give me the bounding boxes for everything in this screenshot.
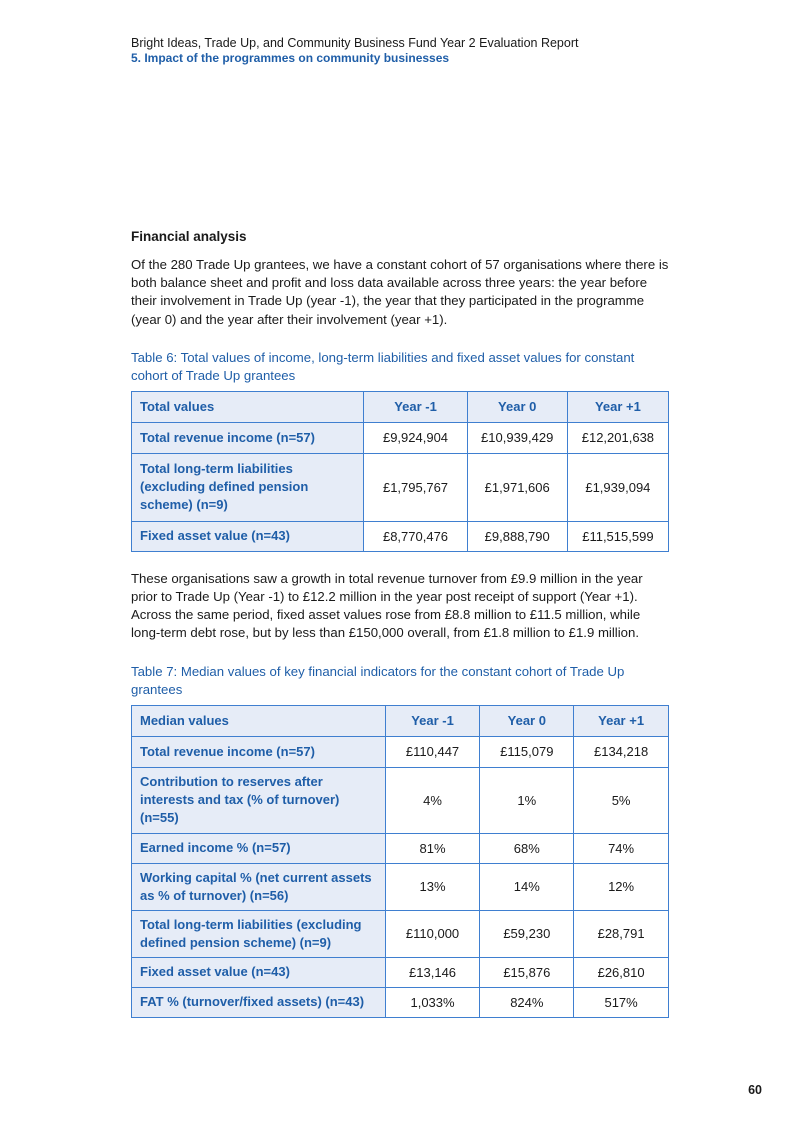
table-cell: £59,230 xyxy=(480,910,574,957)
section-heading: Financial analysis xyxy=(131,229,247,244)
table-row xyxy=(132,767,669,833)
table-header-row xyxy=(132,705,669,736)
row-label: Total revenue income (n=57) xyxy=(132,422,364,453)
column-header: Year -1 xyxy=(385,705,480,736)
table-cell: £11,515,599 xyxy=(567,521,668,551)
table-row xyxy=(132,987,669,1017)
table-cell: 74% xyxy=(574,833,669,863)
table-cell: £15,876 xyxy=(480,957,574,987)
column-header: Median values xyxy=(132,705,386,736)
report-title: Bright Ideas, Trade Up, and Community Business Fund Year 2 Evaluation Report xyxy=(131,36,579,50)
table-cell: £28,791 xyxy=(574,910,669,957)
table-cell: £9,924,904 xyxy=(364,422,467,453)
column-header: Year 0 xyxy=(467,391,567,422)
row-label: Contribution to reserves after interests and tax (% of turnover) (n=55) xyxy=(132,767,386,833)
page-number: 60 xyxy=(748,1083,762,1097)
analysis-paragraph: These organisations saw a growth in total revenue turnover from £9.9 million in the year prior to Trade Up (Year -1) to £12.2 million in the year post receipt of support (Year +1). Across the same period, fixed asset values rose from £8.8 million to £11.5 million, while long-term debt rose, but by less than £150,000 overall, from £1.8 million to £1.9 million. xyxy=(131,570,643,641)
table-cell: £9,888,790 xyxy=(467,521,567,551)
column-header: Total values xyxy=(132,391,364,422)
table-cell: 81% xyxy=(385,833,480,863)
row-label: FAT % (turnover/fixed assets) (n=43) xyxy=(132,987,386,1017)
column-header: Year -1 xyxy=(364,391,467,422)
table-cell: 1% xyxy=(480,767,574,833)
table7 xyxy=(131,705,669,1018)
table-cell: 12% xyxy=(574,863,669,910)
column-header: Year +1 xyxy=(567,391,668,422)
table-cell: £8,770,476 xyxy=(364,521,467,551)
intro-paragraph: Of the 280 Trade Up grantees, we have a constant cohort of 57 organisations where there is both balance sheet and profit and loss data available across three years: the year before their involvement in Trade Up (year -1), the year that they participated in the programme (year 0) and the year after their involvement (year +1). xyxy=(131,257,669,327)
row-label: Total long-term liabilities (excluding defined pension scheme) (n=9) xyxy=(132,453,364,521)
table6 xyxy=(131,391,669,552)
column-header: Year 0 xyxy=(480,705,574,736)
table-row xyxy=(132,521,669,551)
row-label: Working capital % (net current assets as % of turnover) (n=56) xyxy=(132,863,386,910)
table-header-row xyxy=(132,391,669,422)
table-cell: £1,939,094 xyxy=(567,453,668,521)
table-cell: 68% xyxy=(480,833,574,863)
table-cell: £26,810 xyxy=(574,957,669,987)
row-label: Fixed asset value (n=43) xyxy=(132,521,364,551)
table-cell: £1,971,606 xyxy=(467,453,567,521)
table-cell: 4% xyxy=(385,767,480,833)
table-row xyxy=(132,910,669,957)
table7-caption: Table 7: Median values of key financial indicators for the constant cohort of Trade Up grantees xyxy=(131,663,625,697)
table-cell: £110,447 xyxy=(385,736,480,767)
table-cell: 824% xyxy=(480,987,574,1017)
table-cell: £12,201,638 xyxy=(567,422,668,453)
row-label: Fixed asset value (n=43) xyxy=(132,957,386,987)
table-row xyxy=(132,736,669,767)
section-title: 5. Impact of the programmes on community businesses xyxy=(131,51,450,65)
table-cell: 517% xyxy=(574,987,669,1017)
running-header xyxy=(131,35,578,66)
table-row xyxy=(132,422,669,453)
table-cell: 14% xyxy=(480,863,574,910)
table-row xyxy=(132,957,669,987)
table-cell: 13% xyxy=(385,863,480,910)
table-cell: £110,000 xyxy=(385,910,480,957)
table-cell: £1,795,767 xyxy=(364,453,467,521)
table-cell: 5% xyxy=(574,767,669,833)
row-label: Total long-term liabilities (excluding defined pension scheme) (n=9) xyxy=(132,910,386,957)
table6-caption: Table 6: Total values of income, long-term liabilities and fixed asset values for constant cohort of Trade Up grantees xyxy=(131,349,635,383)
row-label: Earned income % (n=57) xyxy=(132,833,386,863)
table-cell: 1,033% xyxy=(385,987,480,1017)
table-cell: £115,079 xyxy=(480,736,574,767)
table-cell: £13,146 xyxy=(385,957,480,987)
column-header: Year +1 xyxy=(574,705,669,736)
table-cell: £134,218 xyxy=(574,736,669,767)
table-row xyxy=(132,453,669,521)
table-cell: £10,939,429 xyxy=(467,422,567,453)
main-content xyxy=(131,228,669,1018)
table-row xyxy=(132,833,669,863)
row-label: Total revenue income (n=57) xyxy=(132,736,386,767)
table-row xyxy=(132,863,669,910)
